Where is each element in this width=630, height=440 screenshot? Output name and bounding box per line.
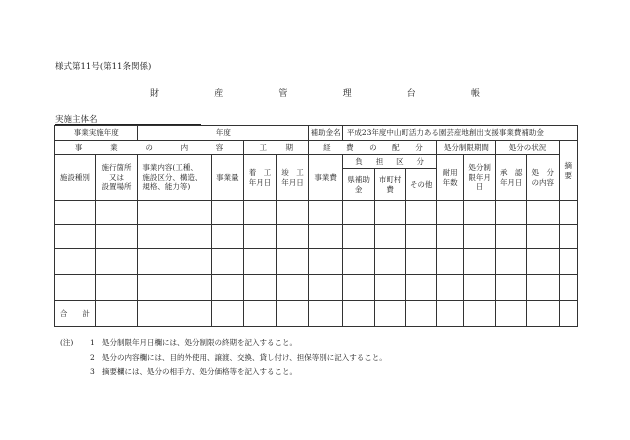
executor-label: 実施主体名 bbox=[55, 115, 98, 125]
note-item bbox=[60, 336, 387, 351]
section-disposal-status: 処分の状況 bbox=[496, 141, 559, 155]
document-title bbox=[150, 86, 480, 99]
data-row bbox=[55, 201, 578, 225]
header-row-1 bbox=[55, 126, 578, 141]
section-construction-period: 工 期 bbox=[244, 141, 309, 155]
note-text: 処分制限年月日欄には、処分制限の終期を記入すること。 bbox=[102, 338, 297, 347]
note-number: 2 bbox=[90, 352, 95, 362]
note-number: 1 bbox=[90, 338, 95, 347]
section-restriction-period: 処分制限期間 bbox=[437, 141, 496, 155]
project-year-label: 事業実施年度 bbox=[55, 126, 138, 141]
note-item bbox=[60, 365, 387, 380]
header-row-2 bbox=[55, 141, 578, 155]
burden-category-header: 負 担 区 分 bbox=[342, 155, 437, 169]
note-number: 3 bbox=[90, 367, 95, 376]
note-text: 摘要欄には、処分の相手方、処分価格等を記入すること。 bbox=[102, 367, 297, 376]
project-content-header: 事業内容(工種、 施設区分、構造、 規格、能力等) bbox=[138, 155, 211, 201]
other-header: その他 bbox=[405, 169, 437, 201]
subsidy-name: 平成23年度中山町活力ある園芸産地創出支援事業費補助金 bbox=[342, 126, 577, 141]
restriction-date-header: 処分制 限年月 日 bbox=[463, 155, 496, 201]
project-cost-header: 事業費 bbox=[309, 155, 343, 201]
useful-years-header: 耐用 年数 bbox=[437, 155, 463, 201]
title-char: 産 bbox=[214, 89, 224, 99]
remarks-header: 摘 要 bbox=[559, 141, 578, 201]
pref-subsidy-header: 県補助 金 bbox=[342, 169, 375, 201]
approval-date-header: 承 認 年月日 bbox=[496, 155, 527, 201]
city-cost-header: 市町村 費 bbox=[375, 169, 406, 201]
facility-type-header: 施設種別 bbox=[55, 155, 96, 201]
note-item bbox=[60, 351, 387, 366]
section-cost-allocation: 経 費 の 配 分 bbox=[309, 141, 437, 155]
notes bbox=[60, 336, 387, 380]
title-char: 理 bbox=[342, 89, 352, 99]
notes-prefix: (注) bbox=[60, 338, 74, 347]
property-ledger-table bbox=[54, 125, 578, 327]
disposal-content-header: 処 分 の内容 bbox=[526, 155, 559, 201]
quantity-header: 事業量 bbox=[211, 155, 244, 201]
completion-date-header: 竣 工 年月日 bbox=[276, 155, 309, 201]
title-char: 財 bbox=[150, 89, 160, 99]
total-row bbox=[55, 301, 578, 327]
title-char: 帳 bbox=[470, 89, 480, 99]
start-date-header: 着 工 年月日 bbox=[244, 155, 277, 201]
data-row bbox=[55, 249, 578, 275]
data-row bbox=[55, 225, 578, 249]
form-number: 様式第11号(第11条関係) bbox=[55, 62, 152, 72]
project-year-field: 年度 bbox=[138, 126, 309, 141]
total-label: 合 計 bbox=[55, 301, 96, 327]
section-project-content: 事 業 の 内 容 bbox=[55, 141, 244, 155]
data-row bbox=[55, 275, 578, 301]
location-header: 施行箇所 又は 設置場所 bbox=[95, 155, 138, 201]
header-row-3 bbox=[55, 155, 578, 169]
title-char: 台 bbox=[406, 89, 416, 99]
title-char: 管 bbox=[278, 89, 288, 99]
subsidy-label: 補助金名 bbox=[309, 126, 343, 141]
note-text: 処分の内容欄には、目的外使用、譲渡、交換、貸し付け、担保等別に記入すること。 bbox=[102, 352, 387, 362]
